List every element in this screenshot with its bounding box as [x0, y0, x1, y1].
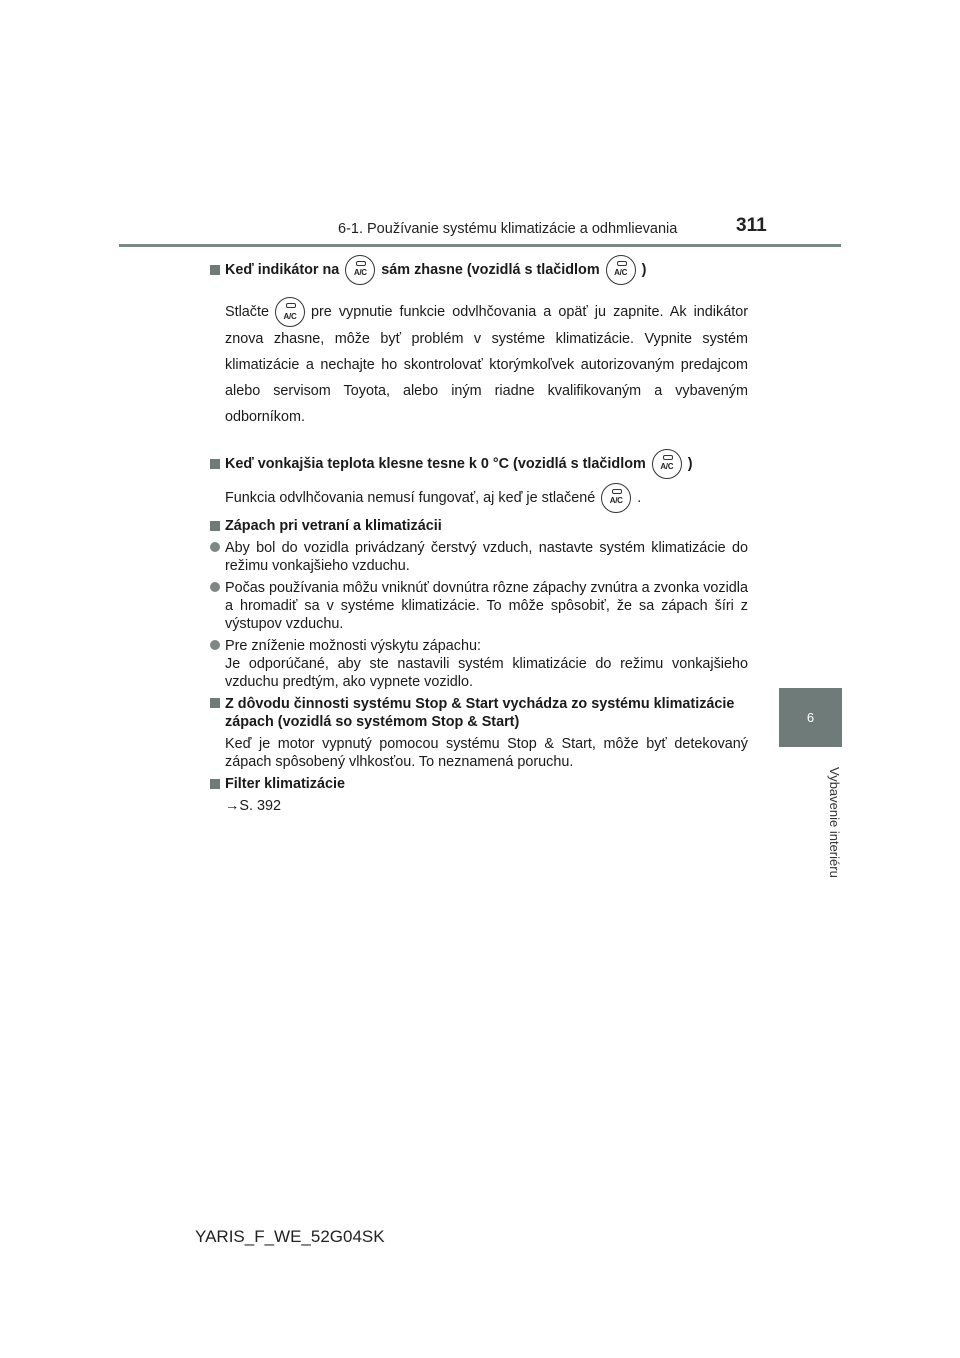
square-bullet-icon [210, 779, 220, 789]
ac-button-icon: A/C [606, 255, 636, 285]
ac-button-icon: A/C [601, 483, 631, 513]
circle-bullet-icon [210, 542, 220, 552]
square-bullet-icon [210, 521, 220, 531]
heading-low-temperature: Keď vonkajšia teplota klesne tesne k 0 °C (vozidlá s tlačidlom A/C ) [210, 449, 748, 479]
chapter-tab[interactable] [779, 688, 842, 747]
heading-indicator-off: Keď indikátor na A/C sám zhasne (vozidlá s tlačidlom A/C ) [210, 255, 748, 285]
paragraph-indicator-off: Stlačte A/C pre vypnutie funkcie odvlhčovania a opäť ju zapnite. Ak indikátor znova zhasne, môže byť problém v systéme klimatizácie. Vypnite systém klimatizácie a nechajte ho skontrolovať ktorýmkoľvek autorizovaným predajcom alebo servisom Toyota, alebo iným riadne kvalifikovaným a vybaveným odborníkom. [210, 297, 748, 431]
page-reference-link[interactable]: →S. 392 [225, 797, 281, 814]
page-content [210, 255, 748, 815]
chapter-number: 6 [806, 710, 815, 725]
square-bullet-icon [210, 459, 220, 469]
square-bullet-icon [210, 698, 220, 708]
ac-button-icon: A/C [652, 449, 682, 479]
section-title: 6-1. Používanie systému klimatizácie a odhmlievania [338, 221, 678, 237]
circle-bullet-icon [210, 640, 220, 650]
list-item: Pre zníženie možnosti výskytu zápachu: Je odporúčané, aby ste nastavili systém klimatizácie do režimu vonkajšieho vzduchu predtým, ako vypnete vozidlo. [210, 637, 748, 691]
paragraph-low-temperature: Funkcia odvlhčovania nemusí fungovať, aj keď je stlačené A/C . [210, 483, 748, 513]
chapter-label: Vybavenie interiéru [827, 766, 842, 878]
header-divider [119, 244, 841, 247]
page-number: 311 [736, 215, 767, 236]
heading-odor: Zápach pri vetraní a klimatizácii [210, 517, 748, 535]
list-item: Aby bol do vozidla privádzaný čerstvý vzduch, nastavte systém klimatizácie do režimu vonkajšieho vzduchu. [210, 539, 748, 575]
heading-ac-filter: Filter klimatizácie [210, 775, 748, 793]
circle-bullet-icon [210, 582, 220, 592]
square-bullet-icon [210, 265, 220, 275]
document-code: YARIS_F_WE_52G04SK [195, 1227, 385, 1246]
ac-button-icon: A/C [345, 255, 375, 285]
heading-stop-start-odor: Z dôvodu činnosti systému Stop & Start vychádza zo systému klimatizácie zápach (vozidlá so systémom Stop & Start) [210, 695, 748, 731]
paragraph-stop-start-odor: Keď je motor vypnutý pomocou systému Stop & Start, môže byť detekovaný zápach spôsobený vlhkosťou. To neznamená poruchu. [225, 735, 748, 770]
list-item: Počas používania môžu vniknúť dovnútra rôzne zápachy zvnútra a zvonka vozidla a hromadiť sa v systéme klimatizácie. To môže spôsobiť, že sa zápach šíri z výstupov vzduchu. [210, 579, 748, 633]
ac-button-icon: A/C [275, 297, 305, 327]
